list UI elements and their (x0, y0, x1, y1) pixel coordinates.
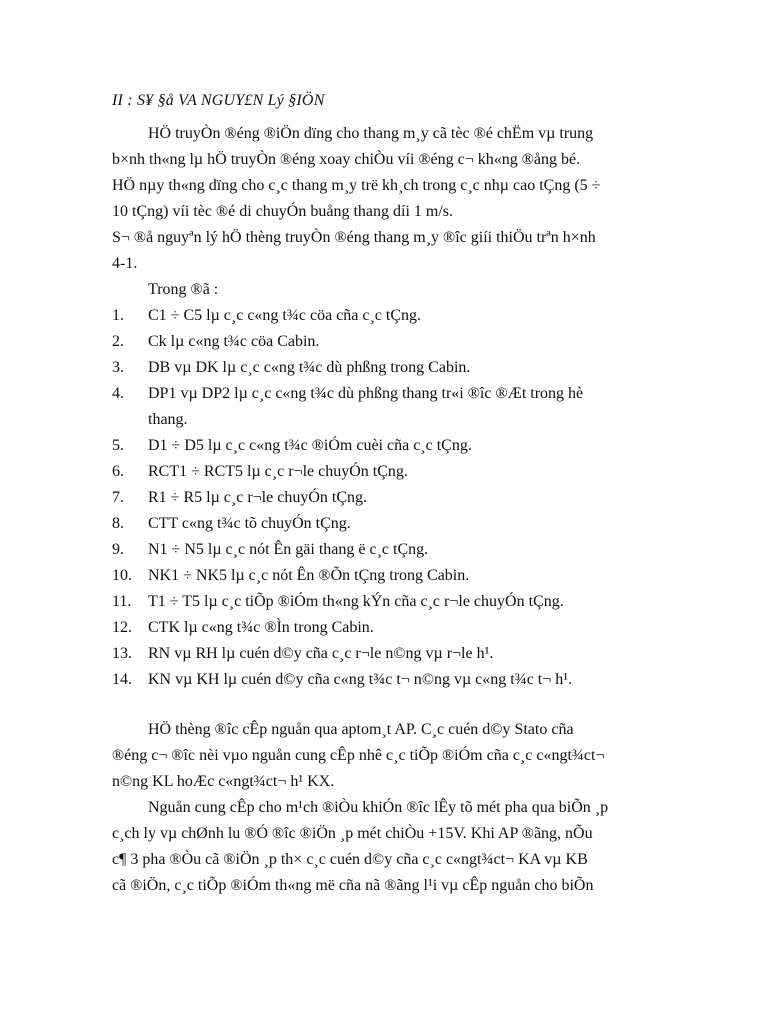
paragraph-line: HÖ thèng ®îc cÊp nguån qua aptom¸t AP. C¸c cuén d©y Stato cña (148, 721, 574, 738)
list-item-number: 3. (112, 359, 124, 376)
list-item-text: DP1 vµ DP2 lµ c¸c c«ng t¾c dù phßng thang tr«i ®îc ®Æt trong hè (148, 385, 584, 402)
list-item-text: DB vµ DK lµ c¸c c«ng t¾c dù phßng trong Cabin. (148, 359, 471, 376)
list-item-number: 14. (112, 671, 132, 688)
list-item-number: 13. (112, 645, 132, 662)
list-item-text: D1 ÷ D5 lµ c¸c c«ng t¾c ®iÓm cuèi cña c¸c tÇng. (148, 437, 472, 454)
list-item-number: 12. (112, 619, 132, 636)
paragraph-line: n©ng KL hoÆc c«ngt¾ct¬ h¹ KX. (112, 773, 335, 790)
list-item-text: N1 ÷ N5 lµ c¸c nót Ên gäi thang ë c¸c tÇng. (148, 541, 429, 558)
list-item-number: 1. (112, 307, 124, 324)
list-item-number: 5. (112, 437, 124, 454)
list-item-number: 11. (112, 593, 132, 610)
list-item-text: R1 ÷ R5 lµ c¸c r¬le chuyÓn tÇng. (148, 489, 367, 506)
paragraph-line: Nguån cung cÊp cho m¹ch ®iÒu khiÓn ®îc lÊy tõ mét pha qua biÕn ¸p (148, 799, 609, 816)
paragraph-line: c¶ 3 pha ®Òu cã ®iÖn ¸p th× c¸c cuén d©y cña c¸c c«ngt¾ct¬ KA vµ KB (112, 851, 588, 868)
list-item-text: CTT c«ng t¾c tõ chuyÓn tÇng. (148, 515, 351, 532)
list-item-text: C1 ÷ C5 lµ c¸c c«ng t¾c cöa cña c¸c tÇng. (148, 307, 422, 324)
list-item-text: RN vµ RH lµ cuén d©y cña c¸c r¬le n©ng vµ r¬le h¹. (148, 645, 494, 662)
list-item-text-continued: thang. (148, 411, 188, 428)
list-item-number: 4. (112, 385, 124, 402)
intro-line: 10 tÇng) víi tèc ®é di chuyÓn buång thang díi 1 m/s. (112, 203, 453, 220)
section-heading: II : S¥ §å VA NGUY£N Lý §IÖN (112, 92, 325, 109)
intro-line: HÖ truyÒn ®éng ®iÖn dïng cho thang m¸y cã tèc ®é chËm vµ trung (148, 125, 594, 142)
paragraph-line: cã ®iÖn, c¸c tiÕp ®iÓm th«ng më cña nã ®ãng l¹i vµ cÊp nguån cho biÕn (112, 877, 594, 894)
intro-line: b×nh th«ng lµ hÖ truyÒn ®éng xoay chiÒu víi ®éng c¬ kh«ng ®ång bé. (112, 151, 581, 168)
list-item-text: Ck lµ c«ng t¾c cöa Cabin. (148, 333, 320, 350)
list-item-text: T1 ÷ T5 lµ c¸c tiÕp ®iÓm th«ng kÝn cña c¸c r¬le chuyÓn tÇng. (148, 593, 564, 610)
list-item-text: CTK lµ c«ng t¾c ®Ìn trong Cabin. (148, 619, 374, 636)
intro-line: S¬ ®å nguyªn lý hÖ thèng truyÒn ®éng thang m¸y ®îc giíi thiÖu trªn h×nh (112, 229, 596, 246)
list-item-number: 7. (112, 489, 124, 506)
intro-line: 4-1. (112, 255, 138, 272)
list-item-number: 8. (112, 515, 124, 532)
paragraph-line: ®éng c¬ ®îc nèi vµo nguån cung cÊp nhê c¸c tiÕp ®iÓm cña c¸c c«ngt¾ct¬ (112, 747, 605, 764)
list-item-text: RCT1 ÷ RCT5 lµ c¸c r¬le chuyÓn tÇng. (148, 463, 408, 480)
paragraph-line: c¸ch ly vµ chØnh lu ®Ó ®îc ®iÖn ¸p mét chiÒu +15V. Khi AP ®ãng, nÕu (112, 825, 593, 842)
list-intro: Trong ®ã : (148, 281, 219, 298)
list-item-number: 2. (112, 333, 124, 350)
list-item-number: 6. (112, 463, 124, 480)
list-item-text: KN vµ KH lµ cuén d©y cña c«ng t¾c t¬ n©ng vµ c«ng t¾c t¬ h¹. (148, 671, 573, 688)
list-item-number: 9. (112, 541, 124, 558)
list-item-number: 10. (112, 567, 132, 584)
intro-line: HÖ nµy th«ng dïng cho c¸c thang m¸y trë kh¸ch trong c¸c nhµ cao tÇng (5 ÷ (112, 177, 601, 194)
list-item-text: NK1 ÷ NK5 lµ c¸c nót Ên ®Õn tÇng trong Cabin. (148, 567, 470, 584)
